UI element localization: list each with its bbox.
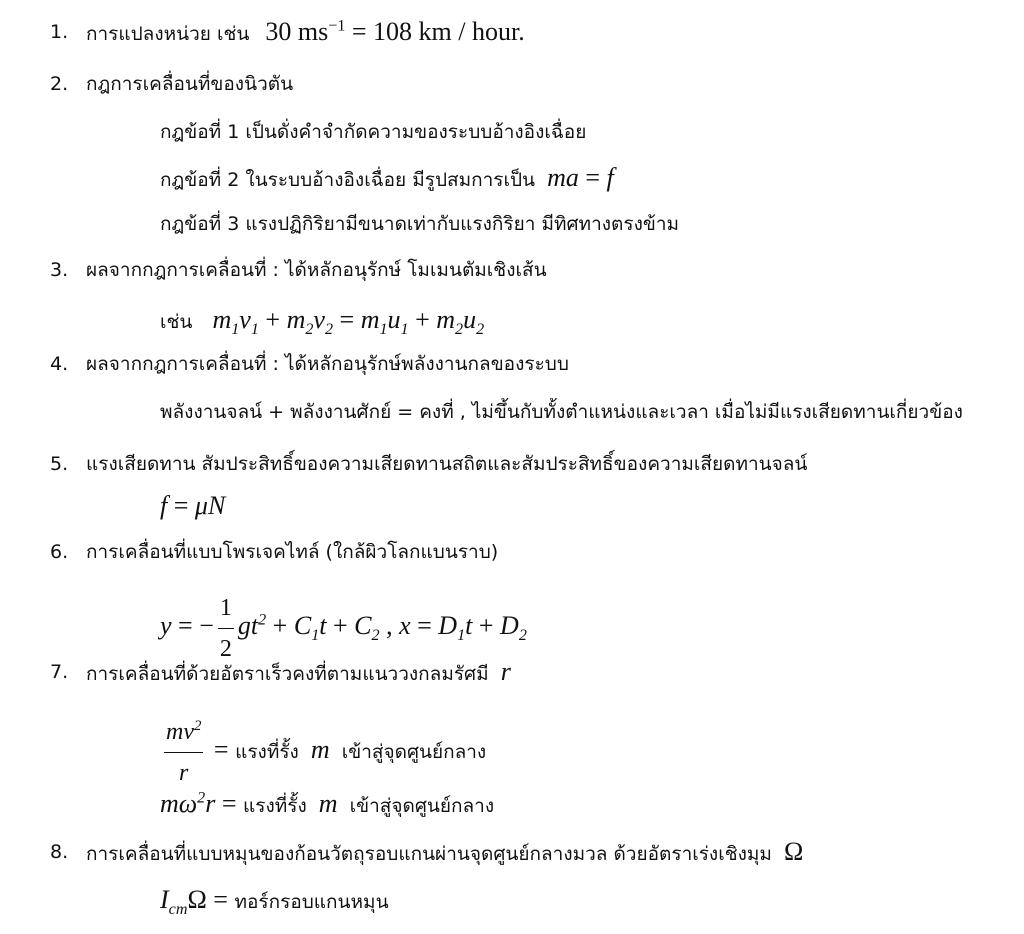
momentum-example-text: เช่น $m_1v_1 + m_2v_2 = m_1u_1 + m_2u_2$ — [160, 305, 485, 339]
momentum-equation: $m_1v_1$ — [212, 305, 259, 339]
one-half-fraction: $\frac{1}{2}$ — [218, 588, 234, 669]
centripetal-force-equation: $\frac{mv^2}{r}$ = แรงที่รั้ง m เข้าสู่จุดศูนย์กลาง — [160, 712, 486, 793]
energy-statement-text: พลังงานจลน์ + พลังงานศักย์ = คงที่ , ไม่ขึ้นกับทั้งตำแหน่งและเวลา เมื่อไม่มีแรงเสียดทานเกี่ยวข้อง — [160, 401, 963, 423]
item-number: 1. — [50, 21, 69, 43]
item-text — [86, 837, 804, 866]
law-3-text: กฎข้อที่ 3 แรงปฏิกิริยามีขนาดเท่ากับแรงกิริยา มีทิศทางตรงข้าม — [160, 213, 680, 235]
item-number: 7. — [50, 661, 69, 683]
item-label: ผลจากกฎการเคลื่อนที่ : ได้หลักอนุรักษ์พลังงานกลของระบบ — [86, 353, 569, 375]
item-label: ผลจากกฎการเคลื่อนที่ : ได้หลักอนุรักษ์ โมเมนตัมเชิงเส้น — [86, 259, 547, 281]
item-label: กฎการเคลื่อนที่ของนิวตัน — [86, 73, 294, 95]
example-word: เช่น — [160, 311, 193, 333]
item-number: 4. — [50, 353, 69, 375]
newton-second-law-equation: ma — [547, 163, 579, 192]
item-text — [86, 657, 511, 686]
radius-symbol: r — [500, 657, 511, 686]
projectile-equation: y = − $\frac{1}{2}$ $gt^2 + C_1t + C_2$ , $x = D_1t + D_2$ — [160, 588, 527, 669]
item-label: การแปลงหน่วย เช่น — [86, 23, 250, 45]
item-label: แรงเสียดทาน สัมประสิทธิ์ของความเสียดทานสถิตและสัมประสิทธิ์ของความเสียดทานจลน์ — [86, 453, 808, 475]
item-label: การเคลื่อนที่แบบหมุนของก้อนวัตถุรอบแกนผ่านจุดศูนย์กลางมวล ด้วยอัตราเร่งเชิงมุม — [86, 843, 772, 865]
item-label: การเคลื่อนที่แบบโพรเจคไทล์ (ใกล้ผิวโลกแบนราบ) — [86, 541, 499, 563]
item-number: 6. — [50, 541, 69, 563]
mv2-over-r-fraction: $\frac{mv^2}{r}$ — [164, 712, 203, 793]
law-2-text: กฎข้อที่ 2 ในระบบอ้างอิงเฉื่อย มีรูปสมการเป็น ma = f — [160, 163, 614, 192]
friction-equation: f = μN — [160, 491, 226, 520]
omega-symbol: Ω — [783, 837, 804, 866]
torque-label: ทอร์กรอบแกนหมุน — [234, 891, 389, 913]
law-2-label: กฎข้อที่ 2 ในระบบอ้างอิงเฉื่อย มีรูปสมการเป็น — [160, 169, 536, 191]
centripetal-label: แรงที่รั้ง — [235, 741, 299, 763]
item-number: 5. — [50, 453, 69, 475]
toward-center-label: เข้าสู่จุดศูนย์กลาง — [341, 741, 487, 763]
item-number: 2. — [50, 73, 69, 95]
centripetal-omega-equation: $m\omega^2r$ = แรงที่รั้ง m เข้าสู่จุดศูนย์กลาง — [160, 789, 495, 818]
centripetal-label: แรงที่รั้ง — [243, 795, 307, 817]
toward-center-label: เข้าสู่จุดศูนย์กลาง — [349, 795, 495, 817]
item-number: 3. — [50, 259, 69, 281]
item-text — [86, 17, 525, 46]
torque-equation: $I_{cm}\Omega$ = ทอร์กรอบแกนหมุน — [160, 885, 389, 919]
item-number: 8. — [50, 841, 69, 863]
unit-conversion-equation: 30 $ms^{-1} = 108$ km / hour. — [265, 17, 525, 46]
item-label: การเคลื่อนที่ด้วยอัตราเร็วคงที่ตามแนววงกลมรัศมี — [86, 663, 489, 685]
law-1-text: กฎข้อที่ 1 เป็นดั่งคำจำกัดความของระบบอ้างอิงเฉื่อย — [160, 121, 587, 143]
